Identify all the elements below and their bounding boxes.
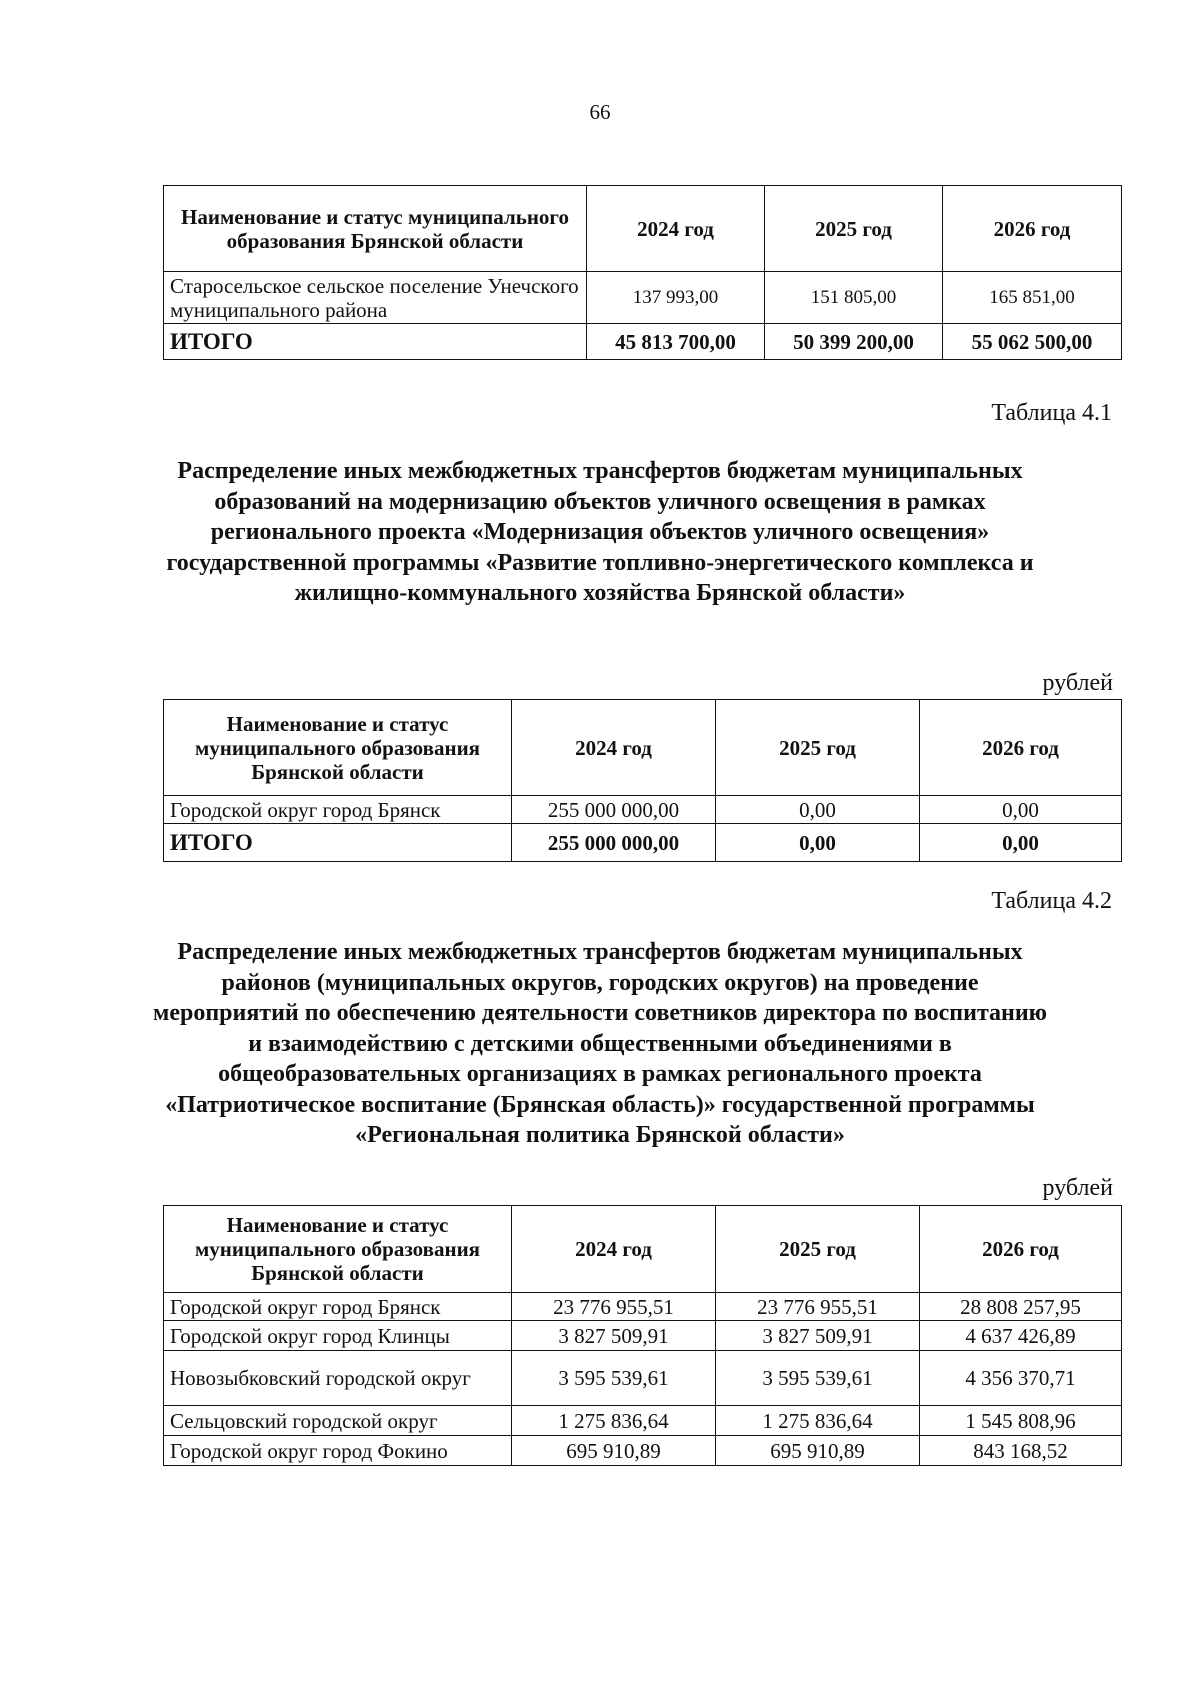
header-2024: 2024 год: [512, 700, 716, 796]
total-2024: 45 813 700,00: [587, 324, 765, 360]
table-4-1-unit: рублей: [1042, 670, 1113, 696]
row-2024: 137 993,00: [587, 272, 765, 324]
header-2025: 2025 год: [716, 1206, 920, 1293]
row-2025: 23 776 955,51: [716, 1293, 920, 1321]
row-2024: 3 595 539,61: [512, 1351, 716, 1406]
row-name: Сельцовский городской округ: [164, 1406, 512, 1436]
total-label: ИТОГО: [164, 324, 587, 360]
header-2026: 2026 год: [920, 1206, 1122, 1293]
total-2025: 50 399 200,00: [765, 324, 943, 360]
table-top-continuation: [163, 185, 1122, 360]
header-2024: 2024 год: [587, 186, 765, 272]
table-4-1: [163, 699, 1122, 862]
header-2025: 2025 год: [716, 700, 920, 796]
table-4-1-label: Таблица 4.1: [991, 400, 1112, 426]
row-2025: 3 827 509,91: [716, 1321, 920, 1351]
row-2026: 165 851,00: [943, 272, 1122, 324]
table-4-2-title: Распределение иных межбюджетных трансфертов бюджетам муниципальных районов (муниципальных округов, городских округов) на проведение мероприятий по обеспечению деятельности советников директора по воспитанию и взаимодействию с детскими общественными объединениями в общеобразовательных организациях в рамках регионального проекта «Патриотическое воспитание (Брянская область)» государственной программы «Региональная политика Брянской области»: [152, 939, 1048, 1148]
row-2026: 4 356 370,71: [920, 1351, 1122, 1406]
table-row: [164, 1321, 1122, 1351]
header-2025: 2025 год: [765, 186, 943, 272]
row-2024: 695 910,89: [512, 1436, 716, 1466]
table-4-2-label: Таблица 4.2: [991, 888, 1112, 914]
table-row: [164, 1351, 1122, 1406]
row-2024: 1 275 836,64: [512, 1406, 716, 1436]
header-name: Наименование и статус муниципального образования Брянской области: [164, 186, 587, 272]
total-label: ИТОГО: [164, 824, 512, 862]
header-2026: 2026 год: [943, 186, 1122, 272]
table-row: [164, 796, 1122, 824]
row-name: Городской округ город Брянск: [164, 796, 512, 824]
table-4-2-unit: рублей: [1042, 1175, 1113, 1201]
table-row: [164, 272, 1122, 324]
row-2024: 23 776 955,51: [512, 1293, 716, 1321]
row-2025: 3 595 539,61: [716, 1351, 920, 1406]
row-2024: 3 827 509,91: [512, 1321, 716, 1351]
row-2026: 4 637 426,89: [920, 1321, 1122, 1351]
row-2024: 255 000 000,00: [512, 796, 716, 824]
header-2026: 2026 год: [920, 700, 1122, 796]
header-name: Наименование и статус муниципального образования Брянской области: [164, 700, 512, 796]
total-2026: 55 062 500,00: [943, 324, 1122, 360]
table-4-1-title: Распределение иных межбюджетных трансфертов бюджетам муниципальных образований на модернизацию объектов уличного освещения в рамках регионального проекта «Модернизация объектов уличного освещения» государственной программы «Развитие топливно-энергетического комплекса и жилищно-коммунального хозяйства Брянской области»: [166, 458, 1034, 606]
row-name: Старосельское сельское поселение Унечского муниципального района: [164, 272, 587, 324]
row-name: Городской округ город Клинцы: [164, 1321, 512, 1351]
total-2026: 0,00: [920, 824, 1122, 862]
page-number: 66: [589, 100, 611, 124]
row-name: Городской округ город Брянск: [164, 1293, 512, 1321]
total-2024: 255 000 000,00: [512, 824, 716, 862]
row-2025: 695 910,89: [716, 1436, 920, 1466]
row-name: Городской округ город Фокино: [164, 1436, 512, 1466]
row-2025: 0,00: [716, 796, 920, 824]
row-2025: 151 805,00: [765, 272, 943, 324]
row-2025: 1 275 836,64: [716, 1406, 920, 1436]
table-4-2: [163, 1205, 1122, 1466]
row-name: Новозыбковский городской округ: [164, 1351, 512, 1406]
header-2024: 2024 год: [512, 1206, 716, 1293]
row-2026: 1 545 808,96: [920, 1406, 1122, 1436]
row-2026: 28 808 257,95: [920, 1293, 1122, 1321]
table-row: [164, 1406, 1122, 1436]
header-name: Наименование и статус муниципального образования Брянской области: [164, 1206, 512, 1293]
total-row: [164, 324, 1122, 360]
row-2026: 0,00: [920, 796, 1122, 824]
total-2025: 0,00: [716, 824, 920, 862]
total-row: [164, 824, 1122, 862]
table-row: [164, 1436, 1122, 1466]
table-row: [164, 1293, 1122, 1321]
row-2026: 843 168,52: [920, 1436, 1122, 1466]
